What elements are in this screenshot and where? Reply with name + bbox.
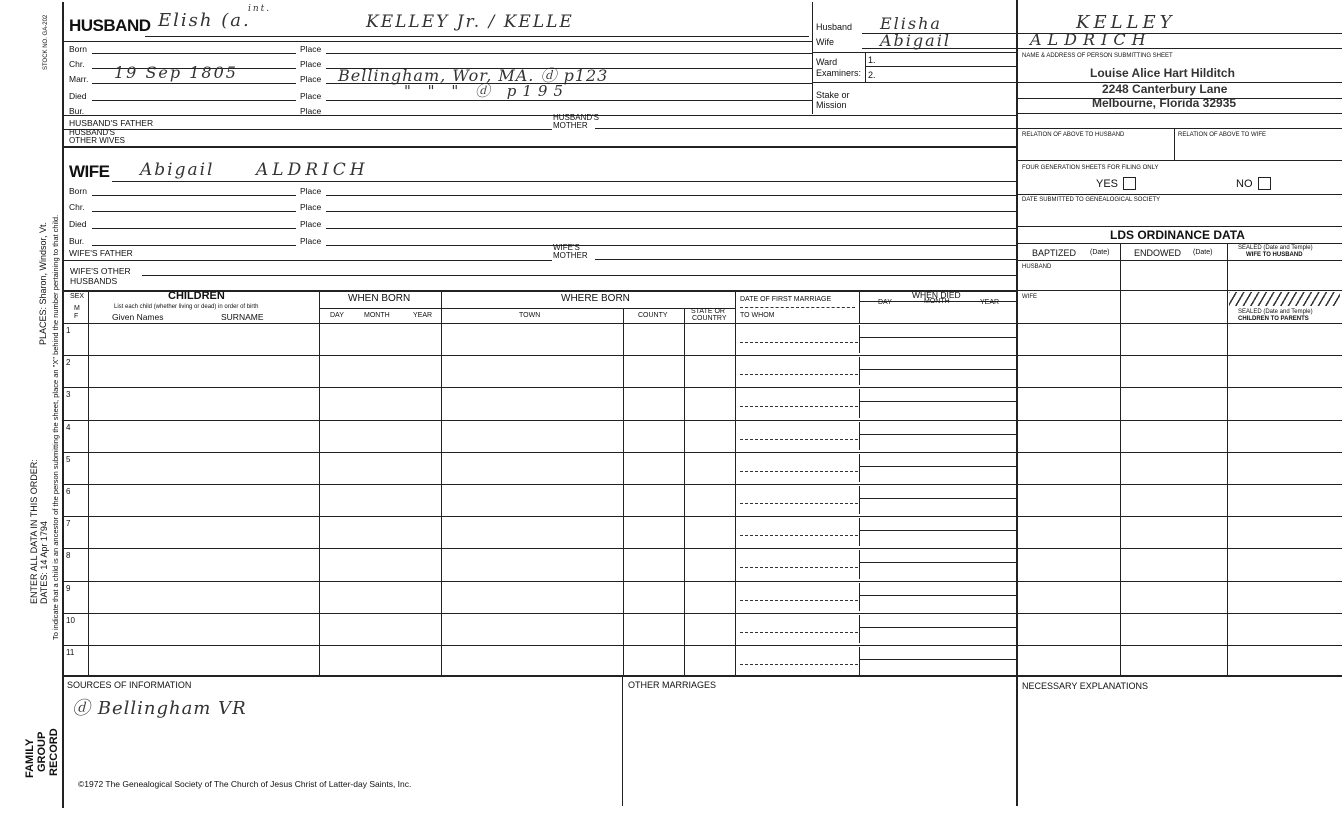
date-submitted-label: DATE SUBMITTED TO GENEALOGICAL SOCIETY [1022,197,1161,203]
child-row-number: 10 [66,616,75,625]
child-row-rule [62,355,1342,356]
husband-bur-place-label: Place [300,106,322,116]
child-row-rule [62,420,1342,421]
wife-mother-label-1: WIFE'S [553,243,580,252]
husband-father-rule [62,129,552,130]
lds-husband-label: HUSBAND [1022,264,1052,270]
child-died-line [859,434,1016,435]
wife-mother-line [595,259,1016,260]
submitter-city: Melbourne, Florida 32935 [1092,96,1237,110]
submitter-name: Louise Alice Hart Hilditch [1090,66,1235,80]
child-row-rule [62,613,1342,614]
when-born-rule [319,308,441,309]
husband-chr-label: Chr. [69,59,85,69]
wife-label: WIFE [69,162,110,181]
child-row-number: 9 [66,584,71,593]
husband-label: HUSBAND [69,16,151,35]
husband-father-label: HUSBAND'S FATHER [69,118,154,128]
lds-top [1018,226,1342,227]
lds-col-2 [1227,243,1228,676]
wife-died-place-line [326,228,1016,229]
first-marriage-dash [740,307,855,308]
child-died-tick [859,518,860,546]
child-marriage-dash [740,535,858,536]
sealed-wife-label-2: WIFE TO HUSBAND [1246,252,1303,258]
child-died-line [859,530,1016,531]
sex-col [88,290,89,676]
child-marriage-dash [740,632,858,633]
sealed-children-label-1: SEALED (Date and Temple) [1238,309,1313,315]
record-word: RECORD [48,728,60,776]
when-born-header: WHEN BORN [348,293,411,304]
endowed-label: ENDOWED [1134,248,1181,258]
child-died-tick [859,389,860,418]
wife-given-name: Abigail [140,160,215,180]
husband-marr-date: 19 Sep 1805 [114,63,238,82]
examiner-1: 1. [868,55,876,65]
child-died-tick [859,422,860,450]
dates-note: DATES: 14 Apr 1794 [39,521,49,604]
child-marriage-dash [740,342,858,343]
wife-chr-line [92,211,296,212]
child-died-line [859,595,1016,596]
husband-mother-line [595,128,1016,129]
husband-surname: KELLEY Jr. / KELLE [366,12,574,32]
child-died-tick [859,454,860,482]
ward-label: Ward [816,57,838,67]
born-col [441,290,442,676]
enter-data-note: ENTER ALL DATA IN THIS ORDER: [29,459,39,604]
wife-chr-place-label: Place [300,202,322,212]
yes-checkbox[interactable] [1123,177,1136,190]
child-row-number: 3 [66,390,71,399]
sources-value: ⓓ Bellingham VR [72,698,247,719]
husband-died-place: " " " ⓓ p195 [404,82,570,100]
born-day-header: DAY [330,312,344,319]
other-marriages-label: OTHER MARRIAGES [628,680,717,690]
relation-top [1018,128,1342,129]
child-died-tick [859,583,860,611]
child-row-number: 5 [66,455,71,464]
to-whom-header: TO WHOM [740,312,775,319]
wife-name-line [112,181,1016,182]
husband-given-name: Elish (a. [158,10,251,31]
state-col [735,290,736,676]
husband-right-border [812,2,813,114]
child-row-number: 2 [66,358,71,367]
children-header-bottom [62,323,1342,324]
examiners-label: Examiners: [816,68,862,78]
sex-m: M [74,305,80,312]
right-section-border [1016,0,1018,806]
child-row-number: 7 [66,519,71,528]
child-died-tick [859,325,860,353]
wife-other-husbands-1: WIFE'S OTHER [70,266,131,276]
sources-label: SOURCES OF INFORMATION [67,680,192,690]
child-row-rule [62,484,1342,485]
wife-other-husbands-line [142,275,1016,276]
wife-father-rule [62,260,552,261]
child-died-tick [859,357,860,385]
child-died-line [859,466,1016,467]
places-note: PLACES: Sharon, Windsor, Vt. [38,221,48,345]
ward-col [865,52,866,82]
no-checkbox[interactable] [1258,177,1271,190]
child-marriage-dash [740,503,858,504]
wife-born-label: Born [69,186,87,196]
relation-wife-label: RELATION OF ABOVE TO WIFE [1178,132,1267,138]
top-wife-surname: ALDRICH [1030,30,1152,49]
state-header-2: COUNTRY [692,315,727,322]
baptized-label: BAPTIZED [1032,248,1077,258]
lds-husband-rule [1018,290,1342,291]
sealed-children-label-2: CHILDREN TO PARENTS [1238,316,1309,322]
relation-husband-label: RELATION OF ABOVE TO HUSBAND [1022,132,1125,138]
husband-marr-line [92,83,296,84]
husband-marr-place: Bellingham, Wor, MA. ⓓ p123 [338,66,609,85]
child-row-number: 4 [66,423,71,432]
four-gen-top [1018,160,1342,161]
husband-name-line [145,36,809,37]
endowed-date: (Date) [1193,249,1213,256]
first-marriage-header: DATE OF FIRST MARRIAGE [740,296,832,303]
died-year-header: YEAR [980,299,1000,306]
children-header: CHILDREN [168,290,225,302]
lds-wife-label: WIFE [1022,294,1037,300]
child-row-number: 1 [66,326,71,335]
husband-other-wives-2: OTHER WIVES [69,136,126,145]
wife-born-line [92,195,296,196]
husband-given-sup: int. [248,4,272,14]
child-died-line [859,659,1016,660]
child-row-rule [62,452,1342,453]
husband-died-line [92,100,296,101]
born-month-header: MONTH [364,312,390,319]
sealed-hatch [1229,292,1340,306]
footer-divider [622,676,623,806]
top-husband-surname: KELLEY [1076,12,1176,33]
born-year-header: YEAR [413,312,433,319]
child-row-rule [62,516,1342,517]
given-names-header: Given Names [112,312,164,322]
wife-chr-label: Chr. [69,202,85,212]
child-marriage-dash [740,600,858,601]
child-marriage-dash [740,374,858,375]
lds-title: LDS ORDINANCE DATA [1110,228,1245,242]
wife-bur-place-line [326,245,1016,246]
child-died-tick [859,550,860,579]
where-born-header: WHERE BORN [561,293,630,304]
wife-chr-place-line [326,211,1016,212]
lds-header-rule [1018,260,1342,261]
town-header: TOWN [519,312,541,319]
child-row-number: 11 [66,648,75,657]
submitter-street: 2248 Canterbury Lane [1102,82,1228,96]
wife-bur-line [92,245,296,246]
group-word: GROUP [36,731,48,772]
left-border [62,2,64,808]
date-submitted-top [1018,194,1342,195]
examiners-bottom [812,82,1016,83]
children-list-note: List each child (whether living or dead) in order of birth [114,304,259,310]
no-label: NO [1236,178,1253,190]
child-row-number: 8 [66,551,71,560]
husband-bur-rule [62,115,1016,116]
child-died-line [859,401,1016,402]
wife-born-place-label: Place [300,186,322,196]
child-died-tick [859,647,860,675]
child-marriage-dash [740,406,858,407]
husband-section-bottom [62,146,1016,148]
child-marriage-dash [740,439,858,440]
family-word: FAMILY [24,738,36,778]
four-gen-label: FOUR GENERATION SHEETS FOR FILING ONLY [1022,165,1159,171]
lds-title-rule [1018,243,1342,244]
explanations-label: NECESSARY EXPLANATIONS [1022,681,1149,691]
husband-born-place-label: Place [300,44,322,54]
husband-marr-place-label: Place [300,74,322,84]
husband-born-place-line [326,53,812,54]
husband-chr-place-label: Place [300,59,322,69]
husband-marr-label: Marr. [69,74,89,84]
child-died-line [859,562,1016,563]
submitter-line-3 [1018,113,1342,114]
child-died-line [859,369,1016,370]
child-row-rule [62,548,1342,549]
examiner-1-line [865,66,1016,67]
copyright: ©1972 The Genealogical Society of The Church of Jesus Christ of Latter-day Saints, Inc. [78,779,412,789]
county-col [684,308,685,676]
top-wife-given: Abigail [880,31,951,50]
husband-mother-label-2: MOTHER [553,121,588,130]
yes-label: YES [1096,178,1119,190]
town-col [623,308,624,676]
husband-bur-label: Bur. [69,106,85,116]
names-col [319,290,320,676]
when-died-header: WHEN DIED [912,290,961,300]
child-row-rule [62,581,1342,582]
sealed-wife-label-1: SEALED (Date and Temple) [1238,245,1313,251]
submitter-label: NAME & ADDRESS OF PERSON SUBMITTING SHEET [1022,53,1173,59]
examiner-2: 2. [868,70,876,80]
child-died-line [859,627,1016,628]
husband-mother-label-1: HUSBAND'S [553,113,599,122]
marriage-col [859,290,860,323]
stake-label-2: Mission [816,100,847,110]
child-died-line [859,498,1016,499]
wife-born-place-line [326,195,1016,196]
child-marriage-dash [740,471,858,472]
husband-died-label: Died [69,91,87,101]
died-day-header: DAY [878,299,892,306]
lds-col-1 [1120,243,1121,676]
wife-father-label: WIFE'S FATHER [69,248,133,258]
stake-label-1: Stake or [816,90,850,100]
child-died-tick [859,615,860,643]
child-died-tick [859,486,860,514]
child-marriage-dash [740,567,858,568]
ancestor-note: To indicate that a child is an ancestor of the person submitting the sheet, place an "X" behind the number pertaining to that child. [51,214,60,640]
wife-died-label: Died [69,219,87,229]
wife-surname: ALDRICH [256,160,369,180]
sex-header: SEX [70,293,85,300]
ward-top-rule [812,52,1016,53]
husband-other-wives-1: HUSBAND'S [69,128,115,137]
top-husband-label: Husband [816,22,853,32]
child-row-number: 6 [66,487,71,496]
husband-born-label: Born [69,44,87,54]
child-marriage-dash [740,664,858,665]
wife-died-line [92,228,296,229]
child-row-rule [62,645,1342,646]
sex-f: F [74,313,79,320]
children-bottom [62,675,1342,677]
top-wife-label: Wife [816,37,834,47]
top-husband-given: Elisha [880,14,942,33]
state-header-1: STATE OR [691,308,725,315]
husband-died-place-label: Place [300,91,322,101]
wife-bur-place-label: Place [300,236,322,246]
husband-born-line [92,53,296,54]
baptized-date: (Date) [1090,249,1110,256]
wife-other-husbands-2: HUSBANDS [70,276,118,286]
stock-number: STOCK NO. GA-202 [43,14,49,70]
county-header: COUNTY [638,312,668,319]
relation-divider [1174,128,1175,160]
wife-bur-label: Bur. [69,236,85,246]
child-row-rule [62,387,1342,388]
surname-header: SURNAME [221,312,264,322]
died-month-header: MONTH [924,298,950,305]
husband-top-rule [62,41,812,42]
wife-died-place-label: Place [300,219,322,229]
wife-mother-label-2: MOTHER [553,251,588,260]
child-died-line [859,337,1016,338]
